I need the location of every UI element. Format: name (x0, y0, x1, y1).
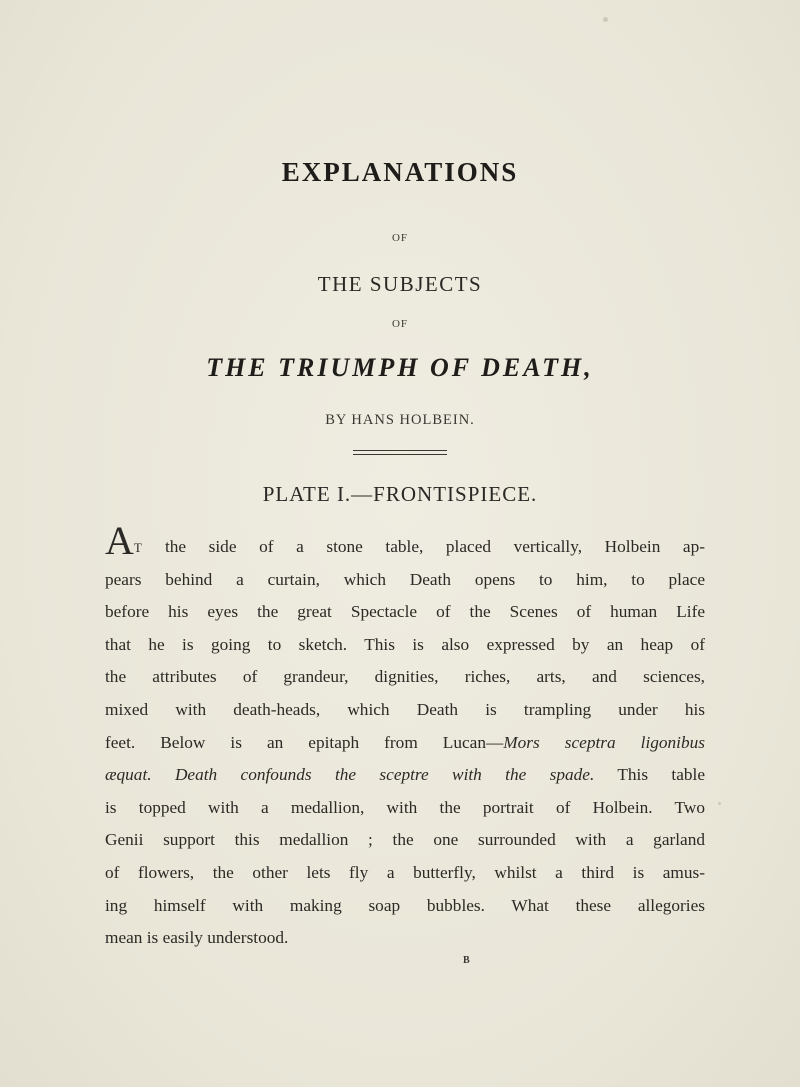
paragraph-line: before his eyes the great Spectacle of the Scenes of human Life (105, 602, 705, 622)
paragraph-line (105, 759, 705, 792)
divider-rule (353, 450, 447, 451)
title-explanations: EXPLANATIONS (281, 157, 519, 187)
small-cap: T (133, 540, 143, 555)
paragraph-line: ing himself with making soap bubbles. What these allegories (105, 895, 705, 915)
paragraph-line: is topped with a medallion, with the portrait of Holbein. Two (105, 797, 705, 817)
paragraph-line: the attributes of grandeur, dignities, riches, arts, and sciences, (105, 667, 705, 687)
title-of-2: OF (391, 318, 409, 330)
title-author: BY HANS HOLBEIN. (325, 412, 475, 428)
title-triumph-of-death: THE TRIUMPH OF DEATH, (206, 353, 594, 382)
plate-heading: PLATE I.—FRONTISPIECE. (262, 482, 538, 506)
paragraph-line (105, 518, 705, 564)
paragraph-line: mean is easily understood. (105, 928, 289, 948)
signature-mark: B (463, 955, 470, 966)
paragraph-line (105, 727, 705, 760)
drop-cap: A (105, 518, 134, 563)
line-text: the side of a stone table, placed vertically, Holbein ap- (142, 537, 705, 556)
line-text: feet. Below is an epitaph from Lucan— (105, 732, 504, 752)
latin-epitaph: Mors sceptra ligonibus (503, 732, 705, 752)
foxing-spot (603, 17, 608, 22)
paragraph-line: pears behind a curtain, which Death opens to him, to place (105, 569, 705, 589)
paragraph-line: Genii support this medallion ; the one surrounded with a garland (105, 830, 705, 850)
foxing-spot (718, 802, 721, 805)
paragraph-line: that he is going to sketch. This is also expressed by an heap of (105, 634, 705, 654)
paragraph-line: mixed with death-heads, which Death is trampling under his (105, 699, 705, 719)
line-text: This table (594, 765, 705, 785)
paragraph-line: of flowers, the other lets fly a butterfly, whilst a third is amus- (105, 862, 705, 882)
title-the-subjects: THE SUBJECTS (317, 272, 483, 296)
divider-rule (353, 454, 447, 455)
body-paragraph (105, 518, 705, 955)
title-of-1: OF (391, 232, 409, 244)
epitaph-translation: Death confounds the sceptre with the spade. (174, 765, 595, 785)
latin-epitaph-end: æquat. (105, 765, 152, 785)
